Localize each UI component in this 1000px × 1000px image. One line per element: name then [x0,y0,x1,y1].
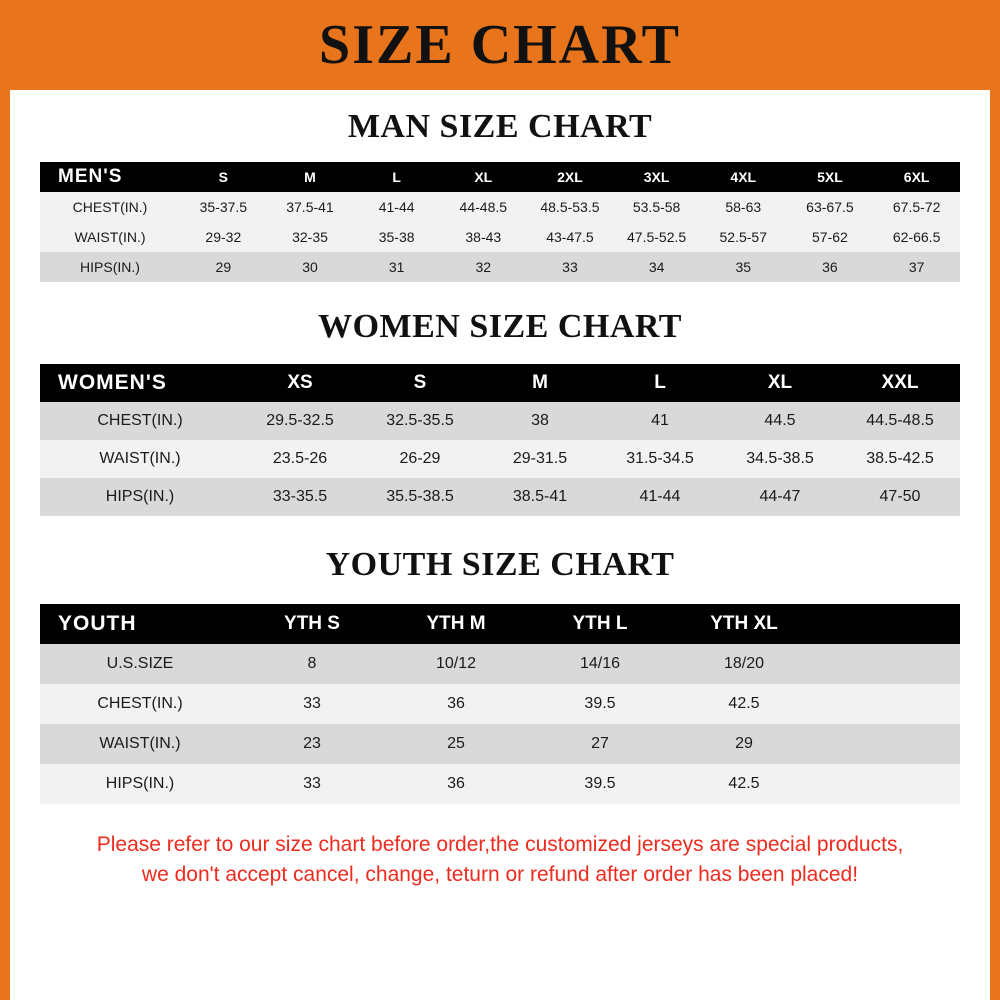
column-header: 2XL [527,162,614,192]
cell: 41-44 [600,478,720,516]
table-header-row [40,162,960,192]
cell: 44.5-48.5 [840,402,960,440]
cell: 25 [384,724,528,764]
cell: 23.5-26 [240,440,360,478]
cell: 35-37.5 [180,192,267,222]
cell [816,764,960,804]
table-row [40,402,960,440]
cell: 36 [384,684,528,724]
cell: 18/20 [672,644,816,684]
column-header: YTH S [240,604,384,644]
table-row [40,440,960,478]
cell: 31.5-34.5 [600,440,720,478]
man-size-table [40,162,960,282]
cell: 33-35.5 [240,478,360,516]
cell: 33 [240,764,384,804]
column-header: 4XL [700,162,787,192]
man-section-title: MAN SIZE CHART [347,108,653,145]
table-row [40,724,960,764]
cell: 27 [528,724,672,764]
table-header-row [40,364,960,402]
cell: 26-29 [360,440,480,478]
cell: 8 [240,644,384,684]
cell: 37.5-41 [267,192,354,222]
cell: 29-32 [180,222,267,252]
cell: 38.5-42.5 [840,440,960,478]
column-header: L [600,364,720,402]
cell: 44.5 [720,402,840,440]
column-header: S [180,162,267,192]
table-row [40,644,960,684]
row-label: WAIST(IN.) [40,440,240,478]
column-header: MEN'S [40,162,180,192]
row-label: CHEST(IN.) [40,192,180,222]
column-header: M [267,162,354,192]
cell: 58-63 [700,192,787,222]
cell: 63-67.5 [787,192,874,222]
table-row [40,478,960,516]
cell: 29.5-32.5 [240,402,360,440]
women-size-table [40,364,960,516]
cell: 44-48.5 [440,192,527,222]
cell: 33 [240,684,384,724]
cell: 41 [600,402,720,440]
column-header: M [480,364,600,402]
cell: 38.5-41 [480,478,600,516]
cell: 34.5-38.5 [720,440,840,478]
cell: 47-50 [840,478,960,516]
cell: 36 [384,764,528,804]
row-label: CHEST(IN.) [40,402,240,440]
cell: 42.5 [672,764,816,804]
cell: 35.5-38.5 [360,478,480,516]
youth-section-title: YOUTH SIZE CHART [325,546,675,583]
table-row [40,192,960,222]
row-label: U.S.SIZE [40,644,240,684]
note-line-2: we don't accept cancel, change, teturn or refund after order has been placed! [141,863,859,887]
column-header: XL [720,364,840,402]
women-section-title: WOMEN SIZE CHART [318,308,682,345]
cell: 10/12 [384,644,528,684]
cell: 33 [527,252,614,282]
column-header: 3XL [613,162,700,192]
column-header: 5XL [787,162,874,192]
cell: 38 [480,402,600,440]
cell [816,644,960,684]
column-header: S [360,364,480,402]
cell: 31 [353,252,440,282]
cell: 29 [672,724,816,764]
youth-size-table [40,604,960,804]
cell: 48.5-53.5 [527,192,614,222]
cell: 29-31.5 [480,440,600,478]
page-title: SIZE CHART [319,14,681,76]
table-row [40,252,960,282]
column-header: XXL [840,364,960,402]
cell: 37 [873,252,960,282]
page-banner [0,0,1000,90]
column-header [816,604,960,644]
cell: 39.5 [528,684,672,724]
row-label: HIPS(IN.) [40,478,240,516]
cell: 43-47.5 [527,222,614,252]
cell: 39.5 [528,764,672,804]
cell: 23 [240,724,384,764]
column-header: WOMEN'S [40,364,240,402]
cell: 38-43 [440,222,527,252]
column-header: XS [240,364,360,402]
cell: 30 [267,252,354,282]
row-label: HIPS(IN.) [40,764,240,804]
column-header: YOUTH [40,604,240,644]
table-row [40,684,960,724]
row-label: WAIST(IN.) [40,222,180,252]
cell: 34 [613,252,700,282]
cell: 41-44 [353,192,440,222]
cell: 14/16 [528,644,672,684]
table-row [40,222,960,252]
cell [816,724,960,764]
column-header: YTH L [528,604,672,644]
column-header: YTH XL [672,604,816,644]
column-header: XL [440,162,527,192]
cell: 57-62 [787,222,874,252]
column-header: 6XL [873,162,960,192]
cell: 35-38 [353,222,440,252]
column-header: L [353,162,440,192]
cell [816,684,960,724]
cell: 62-66.5 [873,222,960,252]
cell: 44-47 [720,478,840,516]
cell: 32.5-35.5 [360,402,480,440]
order-policy-note [30,830,970,891]
cell: 67.5-72 [873,192,960,222]
cell: 53.5-58 [613,192,700,222]
row-label: HIPS(IN.) [40,252,180,282]
cell: 29 [180,252,267,282]
cell: 42.5 [672,684,816,724]
table-row [40,764,960,804]
cell: 36 [787,252,874,282]
cell: 35 [700,252,787,282]
column-header: YTH M [384,604,528,644]
table-header-row [40,604,960,644]
cell: 32 [440,252,527,282]
note-line-1: Please refer to our size chart before order,the customized jerseys are special products, [96,833,904,856]
row-label: WAIST(IN.) [40,724,240,764]
cell: 52.5-57 [700,222,787,252]
row-label: CHEST(IN.) [40,684,240,724]
cell: 32-35 [267,222,354,252]
cell: 47.5-52.5 [613,222,700,252]
